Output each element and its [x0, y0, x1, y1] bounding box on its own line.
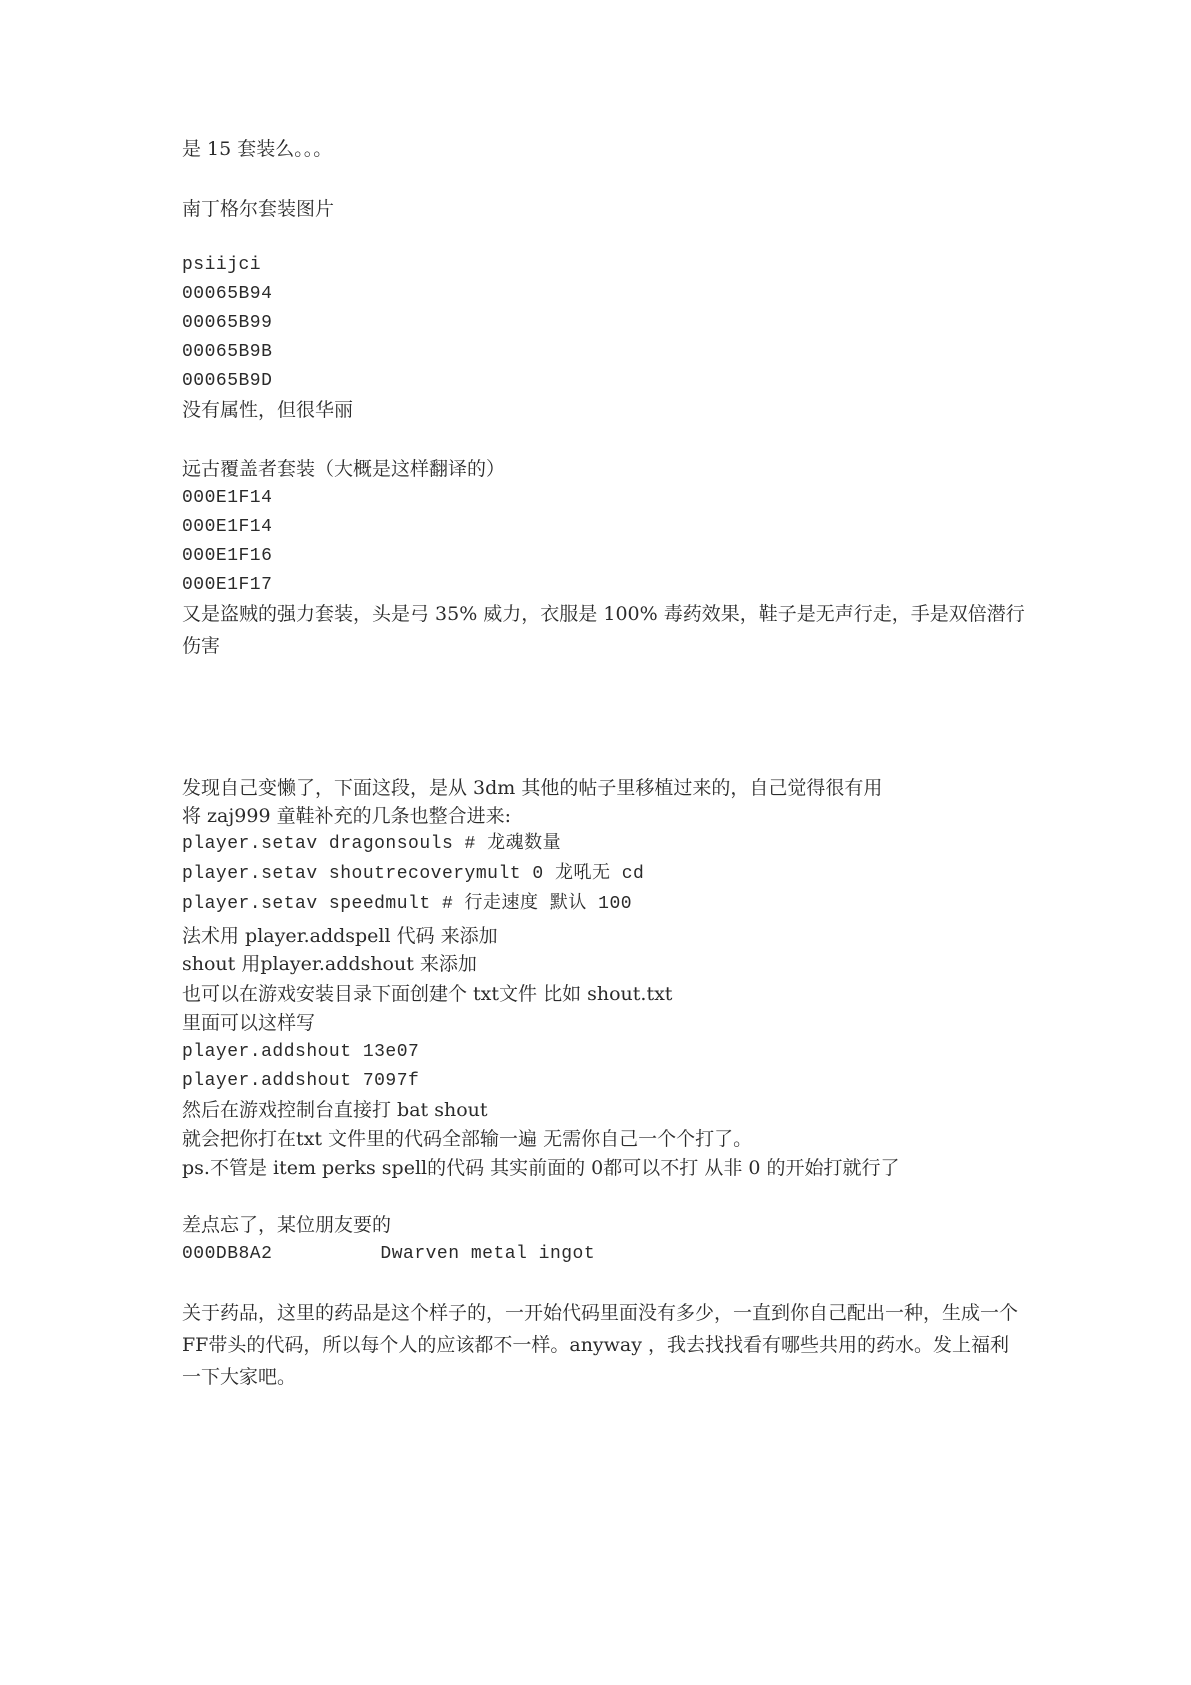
tips-line-5: player.setav speedmult # 行走速度 默认 100 [182, 894, 633, 914]
tips-line-1: 发现自己变懒了，下面这段，是从 3dm 其他的帖子里移植过来的，自己觉得很有用 [182, 777, 883, 799]
tips-line-7: shout 用player.addshout 来添加 [182, 953, 477, 975]
psiijic-note: 没有属性，但很华丽 [182, 399, 354, 421]
psiijic-code-2: 00065B99 [182, 313, 273, 333]
ancient-code-4: 000E1F17 [182, 575, 273, 595]
tips-line-8: 也可以在游戏安装目录下面创建个 txt文件 比如 shout.txt [182, 983, 673, 1005]
tips-line-3: player.setav dragonsouls # 龙魂数量 [182, 834, 562, 854]
tips-line-12: 然后在游戏控制台直接打 bat shout [182, 1099, 488, 1121]
tips-line-13: 就会把你打在txt 文件里的代码全部输一遍 无需你自己一个个打了。 [182, 1128, 753, 1150]
tips-line-11: player.addshout 7097f [182, 1071, 420, 1091]
ancient-set-title: 远古覆盖者套装（大概是这样翻译的） [182, 458, 506, 480]
nightingale-heading: 南丁格尔套装图片 [182, 198, 335, 220]
psiijic-code-3: 00065B9B [182, 342, 273, 362]
set-question: 是 15 套装么。。。 [182, 138, 333, 160]
ancient-code-1: 000E1F14 [182, 488, 273, 508]
psiijic-set-title: psiijci [182, 255, 262, 275]
forgot-item-row [182, 1242, 595, 1266]
tips-line-4: player.setav shoutrecoverymult 0 龙吼无 cd [182, 864, 645, 884]
psiijic-code-1: 00065B94 [182, 284, 273, 304]
ancient-note: 又是盗贼的强力套装，头是弓 35% 威力，衣服是 100% 毒药效果，鞋子是无声行走，手是双倍潜行伤害 [182, 603, 1025, 657]
forgot-item-line: 差点忘了，某位朋友要的 [182, 1214, 392, 1236]
psiijic-code-4: 00065B9D [182, 371, 273, 391]
tips-line-10: player.addshout 13e07 [182, 1042, 420, 1062]
tips-line-2: 将 zaj999 童鞋补充的几条也整合进来: [182, 805, 511, 827]
potions-paragraph: 关于药品，这里的药品是这个样子的，一开始代码里面没有多少，一直到你自己配出一种，生成一个 FF带头的代码，所以每个人的应该都不一样。anyway ，我去找找看有哪些共用的药水。发上福利一下大家吧。 [182, 1302, 1019, 1388]
ancient-code-2: 000E1F14 [182, 517, 273, 537]
item-code: 000DB8A2 [182, 1244, 273, 1264]
item-name: Dwarven metal ingot [380, 1244, 596, 1264]
tips-line-9: 里面可以这样写 [182, 1012, 316, 1034]
tips-line-6: 法术用 player.addspell 代码 来添加 [182, 925, 498, 947]
ancient-code-3: 000E1F16 [182, 546, 273, 566]
document-page [182, 0, 1042, 1685]
tips-line-14: ps.不管是 item perks spell的代码 其实前面的 0都可以不打 从非 0 的开始打就行了 [182, 1157, 900, 1179]
